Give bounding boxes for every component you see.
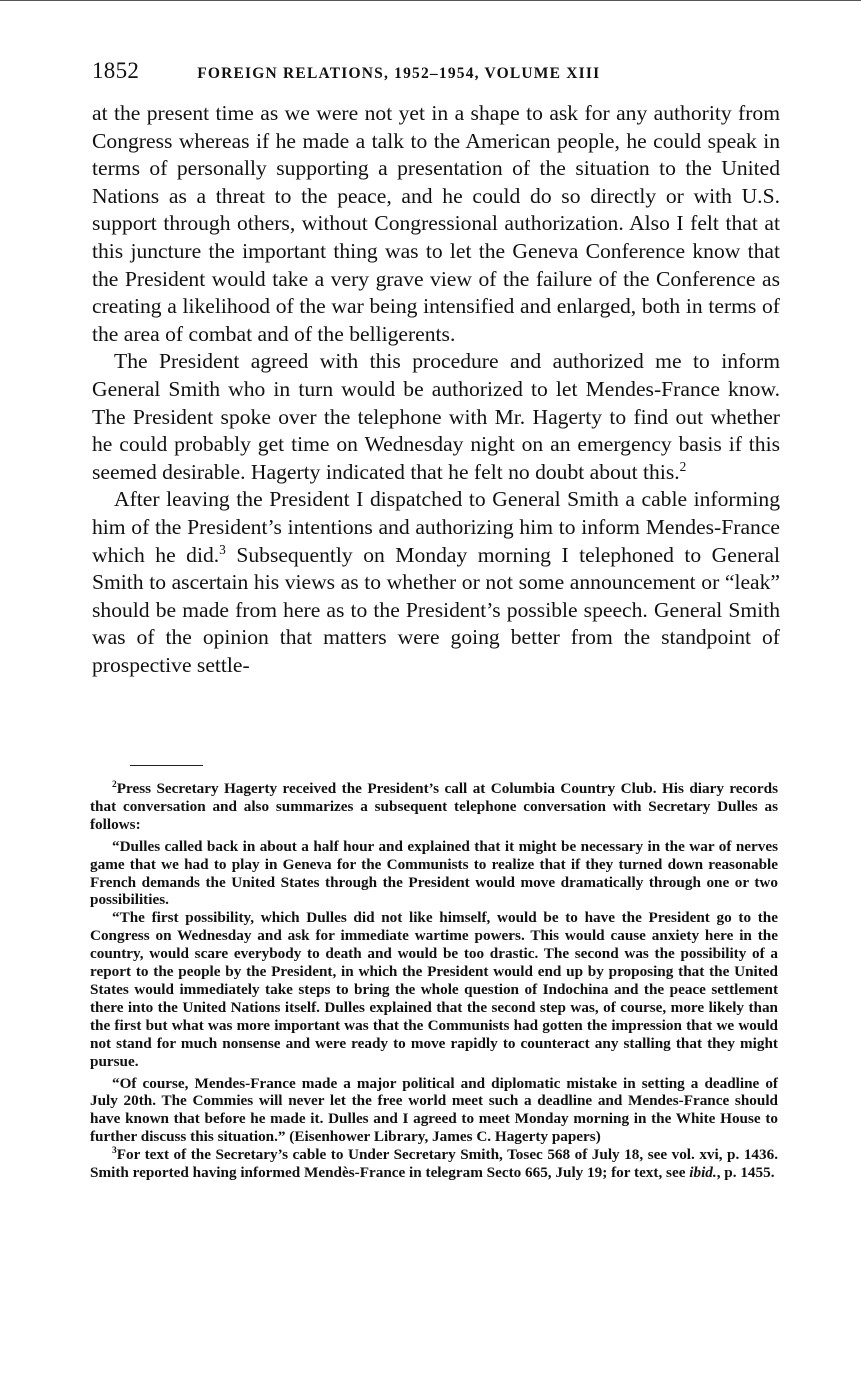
footnotes <box>90 780 778 1182</box>
footnote-3-text-b: , p. 1455. <box>716 1164 775 1182</box>
footnote-3-ibid: ibid. <box>689 1164 717 1182</box>
body-paragraph-1: at the present time as we were not yet in a shape to ask for any authority from Congress whereas if he made a talk to the American people, he could speak in terms of personally supporting a presentation of the situation to the United Nations as a threat to the peace, and he could do so directly or with U.S. support through others, without Congressional authorization. Also I felt that at this juncture the important thing was to let the Geneva Conference know that the President would take a very grave view of the failure of the Conference as creating a likelihood of the war being intensified and enlarged, both in terms of the area of combat and of the belligerents. <box>92 101 780 346</box>
running-head: FOREIGN RELATIONS, 1952–1954, VOLUME XIII <box>197 65 601 82</box>
footnote-2-intro: Press Secretary Hagerty received the President’s call at Columbia Country Club. His diary records that conversation and also summarizes a subsequent telephone conversation with Secretary Dulles as follows: <box>90 780 778 833</box>
body-text <box>92 100 780 679</box>
body-paragraph-3 <box>92 486 780 679</box>
footnote-2 <box>90 780 778 834</box>
body-paragraph-3-text-a: After leaving the President I dispatched to General Smith a cable informing him of the President’s intentions and authorizing him to inform Mendes-France which he did. <box>92 487 780 567</box>
footnote-2-quote-2: “The first possibility, which Dulles did not like himself, would be to have the President go to the Congress on Wednesday and ask for immediate wartime powers. This would cause anxiety here in the country, would scare everybody to death and would be too drastic. The second was the possibility of a report to the people by the President, in which the President would end up by proposing that the United States would immediately take steps to bring the whole question of Indochina and the peace settlement there into the United Nations itself. Dulles explained that the second step was, of course, more likely than the first but what was more important was that the Communists had gotten the impression that we would not stand for much nonsense and were ready to move rapidly to counteract any stalling that they might pursue. <box>90 909 778 1070</box>
page-header <box>92 58 782 84</box>
footnote-3 <box>90 1146 778 1182</box>
page-number: 1852 <box>92 58 140 83</box>
body-paragraph-3-text-b: Subsequently on Monday morning I telephoned to General Smith to ascertain his views as to whether or not some announcement or “leak” should be made from here as to the President’s possible speech. General Smith was of the opinion that matters were going better from the standpoint of prospective settle- <box>92 542 780 677</box>
footnote-2-quote-3: “Of course, Mendes-France made a major political and diplomatic mistake in setting a deadline of July 20th. The Commies will never let the free world meet such a deadline and Mendes-France should have known that before he made it. Dulles and I agreed to meet Monday morning in the White House to further discuss this situation.” (Eisenhower Library, James C. Hagerty papers) <box>90 1074 778 1146</box>
body-paragraph-2-text: The President agreed with this procedure and authorized me to inform General Smith who in turn would be authorized to let Mendes-France know. The President spoke over the telephone with Mr. Hagerty to find out whether he could probably get time on Wednesday night on an emergency basis if this seemed desirable. Hagerty indicated that he felt no doubt about this. <box>92 349 780 484</box>
footnote-2-mark: 2 <box>112 779 117 790</box>
footnote-3-mark: 3 <box>112 1146 117 1157</box>
footnote-3-text-a: For text of the Secretary’s cable to Under Secretary Smith, Tosec 568 of July 18, see vol. xvi, p. 1436. Smith reported having informed Mendès-France in telegram Secto 665, July 19; for text, see <box>90 1146 778 1182</box>
top-border-rule <box>0 0 861 1</box>
footnote-ref-3: 3 <box>219 541 226 557</box>
footnote-ref-2: 2 <box>679 458 687 474</box>
footnote-2-quote-1: “Dulles called back in about a half hour and explained that it might be necessary in the war of nerves game that we had to play in Geneva for the Communists to realize that if they turned down reasonable French demands the United States through the President would move dramatically through one or two possibilities. <box>90 837 778 909</box>
footnote-separator <box>130 765 203 766</box>
body-paragraph-2 <box>92 348 780 486</box>
